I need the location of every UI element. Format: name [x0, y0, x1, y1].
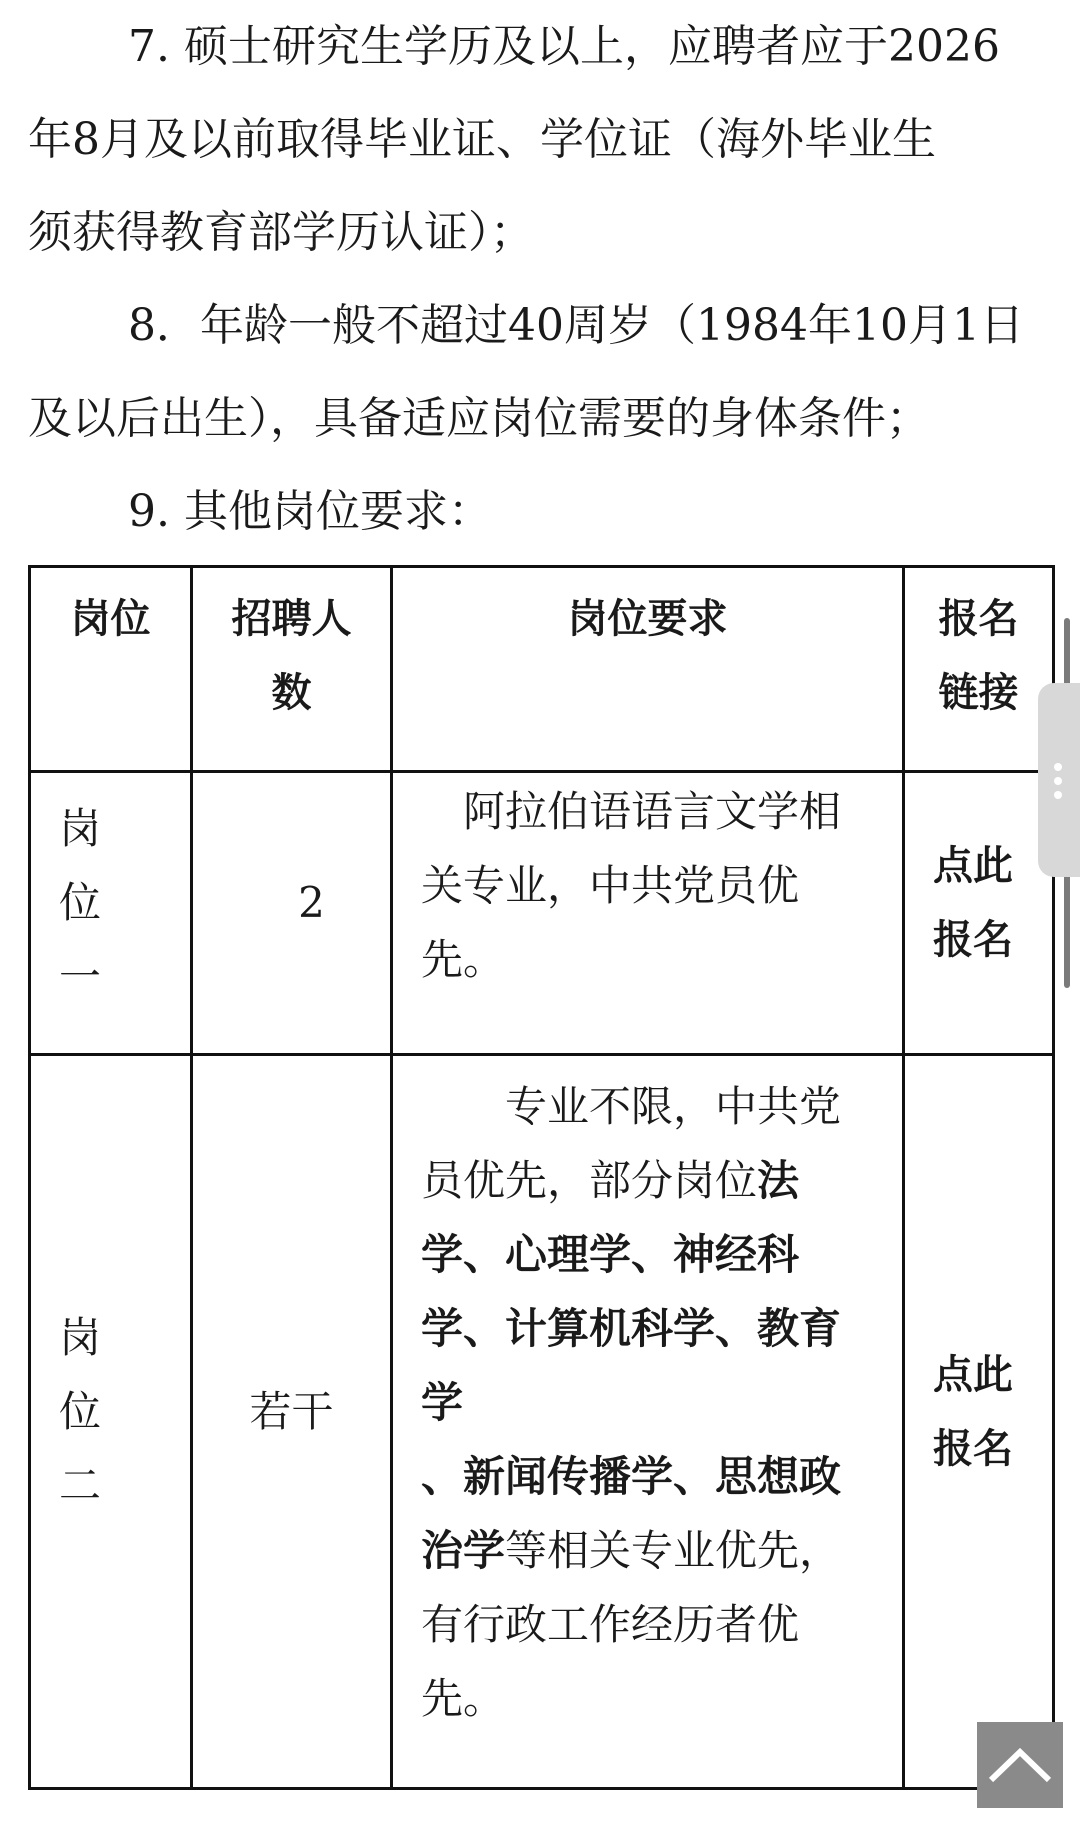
table-row	[30, 772, 1054, 1055]
row2-req-line-1: 专业不限，中共党	[505, 1082, 842, 1131]
row2-req-line-3: 学、心理学、神经科	[421, 1230, 800, 1279]
row2-req-line-6: 、新闻传播学、思想政	[421, 1452, 842, 1501]
chevron-up-icon	[977, 1722, 1063, 1808]
back-to-top-button[interactable]	[977, 1722, 1063, 1808]
row2-requirement	[392, 1055, 904, 1789]
row2-position-text: 岗位二	[59, 1312, 102, 1510]
requirement-8-line-2: 及以后出生），具备适应岗位需要的身体条件；	[28, 393, 930, 444]
row2-req-line-9: 先。	[421, 1674, 506, 1723]
header-link	[904, 567, 1054, 772]
header-count-label: 招聘人数	[231, 596, 352, 716]
row1-req-line-2: 关专业，中共党员优	[421, 861, 800, 910]
requirement-8	[28, 279, 1048, 465]
row2-signup-link[interactable]: 点此报名	[933, 1351, 1013, 1472]
row2-req-line-8: 有行政工作经历者优	[421, 1600, 800, 1649]
row2-req-line-7	[421, 1514, 874, 1588]
drag-handle[interactable]	[1038, 683, 1080, 877]
header-position: 岗位	[30, 567, 192, 772]
header-count	[192, 567, 392, 772]
requirement-7-line-3: 须获得教育部学历认证）；	[28, 207, 534, 258]
row1-position-text: 岗位一	[59, 804, 102, 1001]
requirement-7-line-1: 7. 硕士研究生学历及以上，应聘者应于2026	[128, 21, 1000, 72]
row2-req-line-7-bold: 治学	[421, 1526, 506, 1575]
requirement-7-line-2: 年8月及以前取得毕业证、学位证（海外毕业生	[28, 114, 936, 165]
requirement-7	[28, 0, 1048, 279]
row1-link-cell	[904, 772, 1054, 1055]
requirement-9-line-1: 9. 其他岗位要求：	[128, 486, 492, 537]
header-requirement: 岗位要求	[392, 567, 904, 772]
row2-req-line-2	[421, 1144, 874, 1218]
row1-requirement	[392, 772, 904, 1055]
row1-signup-link[interactable]: 点此报名	[933, 843, 1013, 963]
row1-req-line-3: 先。	[421, 935, 506, 984]
table-row	[30, 1055, 1054, 1789]
requirement-9	[28, 465, 1048, 558]
requirement-8-line-1: 8．年龄一般不超过40周岁（1984年10月1日	[128, 300, 1024, 351]
row2-req-line-4: 学、计算机科学、教育	[421, 1304, 842, 1353]
row2-req-line-2-bold: 法	[757, 1156, 800, 1205]
header-link-label: 报名链接	[938, 596, 1019, 716]
row2-req-line-2-text: 员优先，部分岗位	[421, 1156, 758, 1205]
row2-link-cell	[904, 1055, 1054, 1789]
row2-req-line-7-text: 等相关专业优先，	[505, 1526, 842, 1575]
row1-count-text: 2	[298, 878, 325, 927]
table-header-row	[30, 567, 1054, 772]
row2-req-line-5: 学	[421, 1378, 464, 1427]
row1-count	[192, 772, 392, 1055]
row2-position	[30, 1055, 192, 1789]
positions-table	[28, 565, 1055, 1790]
row1-position	[30, 772, 192, 1055]
row2-count-text: 若干	[249, 1386, 334, 1436]
row1-req-line-1: 阿拉伯语语言文学相	[463, 787, 842, 836]
row2-count	[192, 1055, 392, 1789]
